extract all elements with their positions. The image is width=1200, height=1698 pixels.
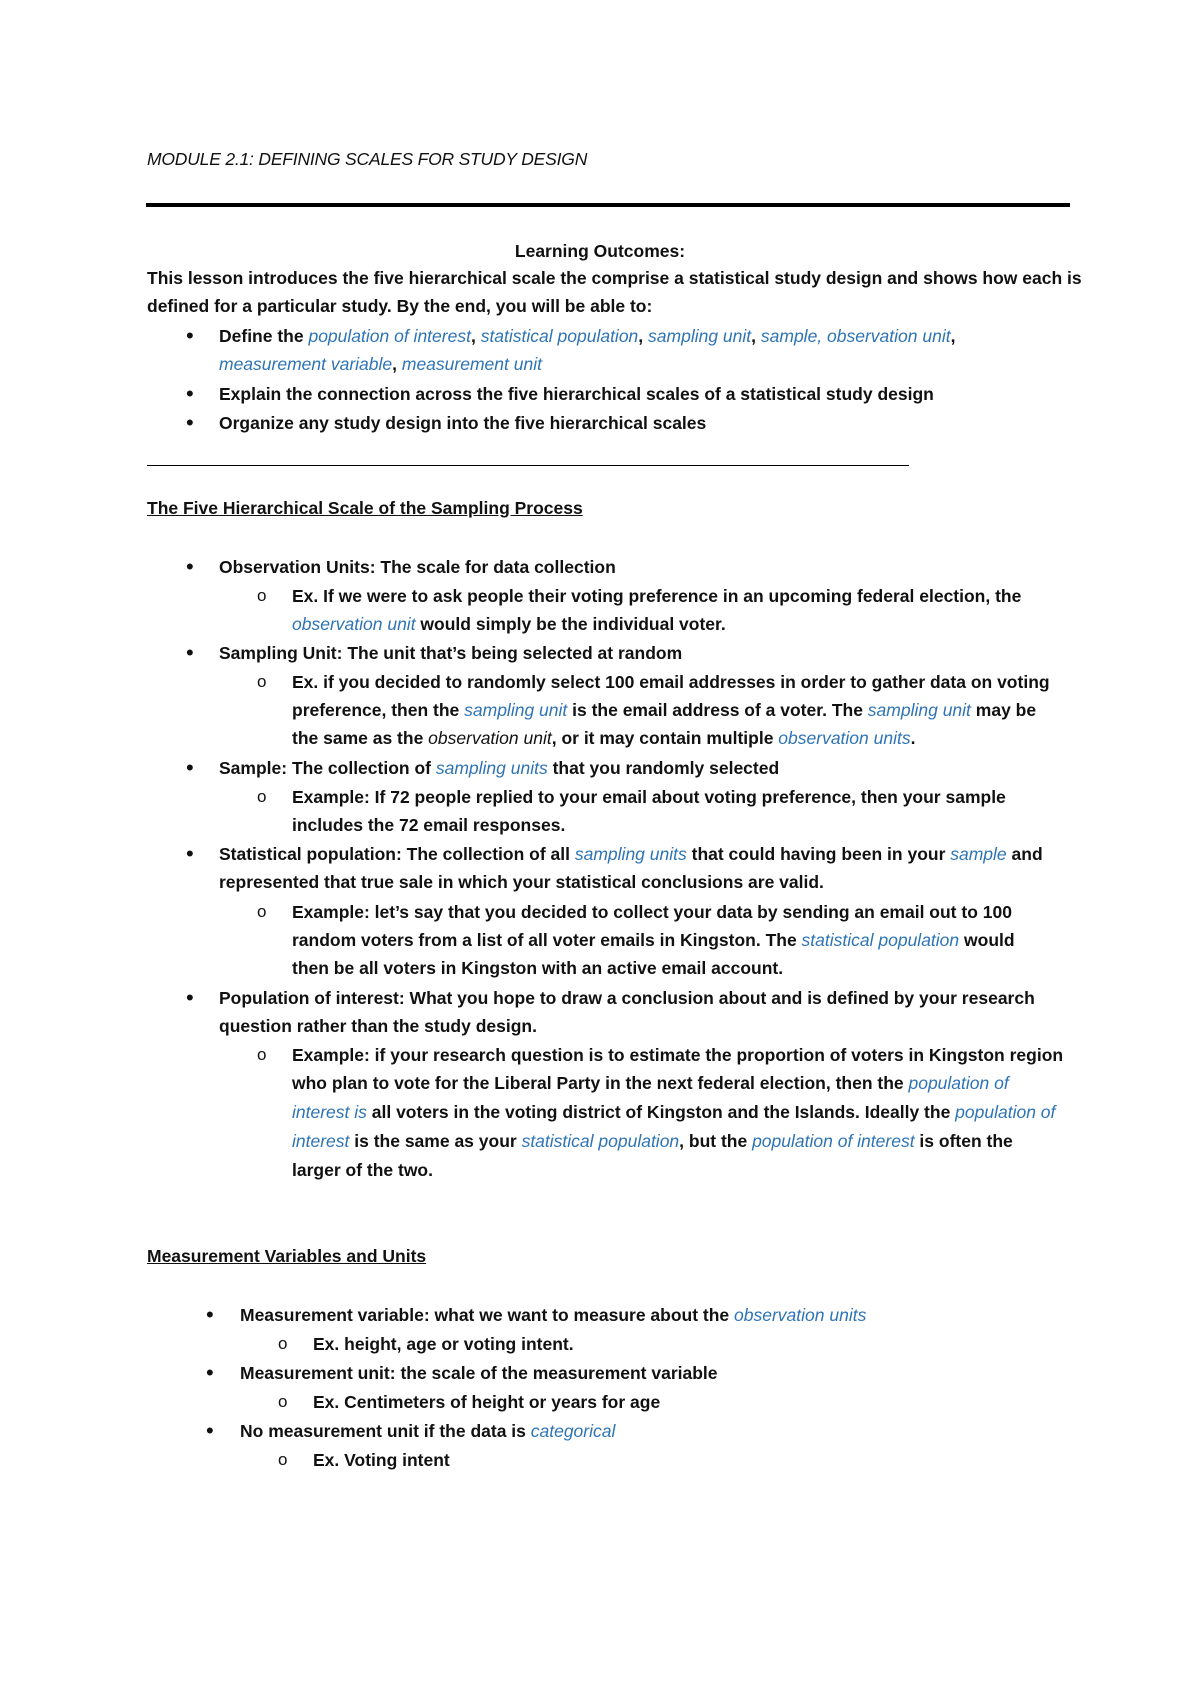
- bullet-icon: •: [186, 985, 194, 1010]
- outcome-item-organize: Organize any study design into the five hierarchical scales: [219, 413, 707, 433]
- poi-example-line-1: Example: if your research question is to estimate the proportion of voters in Kingston region: [292, 1045, 1064, 1065]
- term-sampling-unit: sampling unit: [648, 326, 752, 346]
- outcome-item-define: [219, 326, 955, 347]
- section-heading-measurement: Measurement Variables and Units: [147, 1246, 427, 1266]
- learning-outcomes-heading: Learning Outcomes:: [514, 241, 686, 261]
- term-sampling-unit: sampling unit: [867, 700, 971, 720]
- term-population-of-interest: population of: [908, 1073, 1009, 1093]
- sub-bullet-icon: o: [257, 672, 267, 691]
- sub-bullet-icon: o: [257, 902, 267, 921]
- term-statistical-population: statistical population: [521, 1131, 680, 1151]
- term-categorical: categorical: [530, 1421, 616, 1441]
- separator: ,: [638, 326, 649, 346]
- poi-example-line-4: [292, 1131, 1013, 1152]
- term-population-of-interest: interest: [292, 1102, 350, 1122]
- sub-bullet-icon: o: [278, 1334, 288, 1353]
- term-statistical-population: statistical population: [801, 930, 960, 950]
- statistical-example-line-1: Example: let’s say that you decided to collect your data by sending an email out to 100: [292, 902, 1012, 922]
- statistical-population-item: [219, 844, 1043, 865]
- poi-example-line-2: [292, 1073, 1009, 1094]
- text-run: would simply be the individual voter.: [415, 614, 726, 634]
- text-run: who plan to vote for the Liberal Party in the next federal election, then the: [292, 1073, 909, 1093]
- text-run: is the email address of a voter. The: [567, 700, 868, 720]
- observation-example-line-1: Ex. If we were to ask people their voting preference in an upcoming federal election, the: [292, 586, 1022, 606]
- text-run: random voters from a list of all voter emails in Kingston. The: [292, 930, 802, 950]
- intro-line-1: This lesson introduces the five hierarchical scale the comprise a statistical study design and shows how each is: [147, 268, 1082, 288]
- observation-example-line-2: [292, 614, 726, 635]
- term-population-of-interest: population of interest: [752, 1131, 915, 1151]
- separator: ,: [950, 326, 956, 346]
- section-heading-sampling-process: The Five Hierarchical Scale of the Sampling Process: [147, 498, 583, 518]
- text-run: Measurement variable: what we want to measure about the: [240, 1305, 735, 1325]
- text-run: would: [959, 930, 1015, 950]
- text-run: No measurement unit if the data is: [240, 1421, 531, 1441]
- term-observation-units: observation units: [778, 728, 911, 748]
- measurement-unit-example: Ex. Centimeters of height or years for age: [313, 1392, 661, 1412]
- bullet-icon: •: [186, 841, 194, 866]
- sub-bullet-icon: o: [278, 1392, 288, 1411]
- sampling-example-line-1: Ex. if you decided to randomly select 100 email addresses in order to gather data on voting: [292, 672, 1050, 692]
- sampling-unit-item: Sampling Unit: The unit that’s being selected at random: [219, 643, 683, 663]
- text-run: , but the: [679, 1131, 753, 1151]
- no-measurement-unit-item: [240, 1421, 615, 1442]
- statistical-population-line-2: represented that true sale in which your statistical conclusions are valid.: [219, 872, 824, 892]
- statistical-example-line-2: [292, 930, 1015, 951]
- term-measurement-unit: measurement unit: [401, 354, 542, 374]
- intro-line-2: defined for a particular study. By the end, you will be able to:: [147, 296, 653, 316]
- text-run: the same as the: [292, 728, 429, 748]
- term-observation-unit: observation unit: [292, 614, 416, 634]
- outcome-item-define-cont: [219, 354, 542, 375]
- term-observation-units: observation units: [734, 1305, 867, 1325]
- term-sampling-units: sampling units: [435, 758, 548, 778]
- bullet-icon: •: [186, 640, 194, 665]
- bullet-icon: •: [206, 1360, 214, 1385]
- bullet-icon: •: [186, 554, 194, 579]
- text-run: is the same as your: [349, 1131, 522, 1151]
- poi-example-line-3: [292, 1102, 1055, 1123]
- bullet-icon: •: [186, 381, 194, 406]
- bullet-icon: •: [186, 410, 194, 435]
- separator: ,: [751, 326, 761, 346]
- sampling-example-line-2: [292, 700, 1036, 721]
- term-population-of-interest: population of: [955, 1102, 1056, 1122]
- text-run: all voters in the voting district of Kingston and the Islands. Ideally the: [366, 1102, 956, 1122]
- outcome-define-prefix: Define the: [219, 326, 309, 346]
- term-observation-unit: observation unit: [428, 728, 552, 748]
- statistical-example-line-3: then be all voters in Kingston with an active email account.: [292, 958, 784, 978]
- measurement-unit-item: Measurement unit: the scale of the measurement variable: [240, 1363, 718, 1383]
- separator: ,: [470, 326, 481, 346]
- term-sampling-units: sampling units: [574, 844, 687, 864]
- term-sample: sample: [950, 844, 1007, 864]
- measurement-variable-item: [240, 1305, 866, 1326]
- no-measurement-unit-example: Ex. Voting intent: [313, 1450, 450, 1470]
- bullet-icon: •: [206, 1302, 214, 1327]
- measurement-variable-example: Ex. height, age or voting intent.: [313, 1334, 574, 1354]
- sub-bullet-icon: o: [257, 586, 267, 605]
- page-title: MODULE 2.1: DEFINING SCALES FOR STUDY DESIGN: [147, 149, 588, 169]
- text-run: Statistical population: The collection of all: [219, 844, 575, 864]
- separator: ,: [392, 354, 402, 374]
- sub-bullet-icon: o: [257, 1045, 267, 1064]
- term-measurement-variable: measurement variable: [219, 354, 393, 374]
- observation-units-item: Observation Units: The scale for data collection: [219, 557, 616, 577]
- text-run: , or it may contain multiple: [551, 728, 779, 748]
- sub-bullet-icon: o: [257, 787, 267, 806]
- bullet-icon: •: [186, 323, 194, 348]
- text-run: is: [349, 1102, 367, 1122]
- outcome-item-explain: Explain the connection across the five hierarchical scales of a statistical study design: [219, 384, 934, 404]
- text-run: preference, then the: [292, 700, 465, 720]
- text-run: that could having been in your: [686, 844, 951, 864]
- bullet-icon: •: [206, 1418, 214, 1443]
- title-divider: [146, 203, 1070, 207]
- text-run: is often the: [914, 1131, 1013, 1151]
- bullet-icon: •: [186, 755, 194, 780]
- text-run: that you randomly selected: [547, 758, 780, 778]
- sample-example-line-2: includes the 72 email responses.: [292, 815, 566, 835]
- text-run: may be: [970, 700, 1037, 720]
- term-population-of-interest: interest: [292, 1131, 350, 1151]
- text-run: .: [910, 728, 916, 748]
- population-of-interest-item: Population of interest: What you hope to draw a conclusion about and is defined by your research: [219, 988, 1035, 1008]
- section-divider: [147, 465, 909, 466]
- population-of-interest-line-2: question rather than the study design.: [219, 1016, 537, 1036]
- text-run: and: [1006, 844, 1043, 864]
- term-statistical-population: statistical population: [480, 326, 639, 346]
- sample-item: [219, 758, 779, 779]
- term-sampling-unit: sampling unit: [464, 700, 568, 720]
- term-sample-observation-unit: sample, observation unit: [760, 326, 951, 346]
- sample-example-line-1: Example: If 72 people replied to your email about voting preference, then your sample: [292, 787, 1006, 807]
- text-run: Sample: The collection of: [219, 758, 436, 778]
- term-population-of-interest: population of interest: [308, 326, 471, 346]
- poi-example-line-5: larger of the two.: [292, 1160, 433, 1180]
- sub-bullet-icon: o: [278, 1450, 288, 1469]
- sampling-example-line-3: [292, 728, 915, 749]
